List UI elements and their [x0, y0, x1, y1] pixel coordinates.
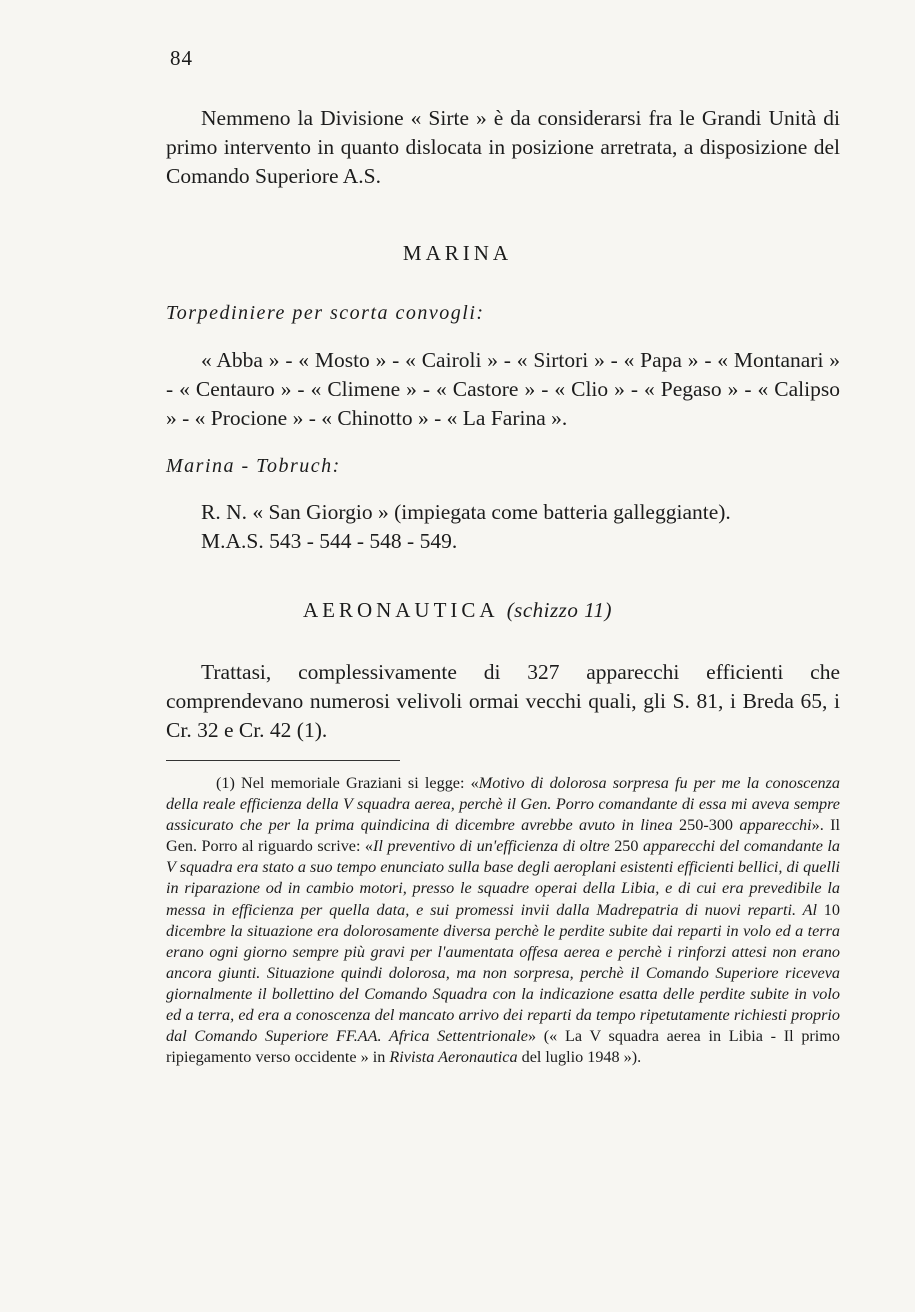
footnote-text: » (« La V squadra aerea in Libia - Il primo ripiegamento verso occidente » in: [166, 1027, 840, 1067]
footnote-source-title: Rivista Aeronautica: [389, 1048, 518, 1067]
footnote-quote: apparecchi: [739, 816, 812, 835]
torpediniere-label: Torpediniere per scorta convogli:: [166, 302, 485, 324]
tobruch-line-1: R. N. « San Giorgio » (impiegata come batteria galleggiante).: [201, 500, 731, 524]
footnote-text: 250: [609, 837, 643, 856]
marina-heading: MARINA: [402, 241, 513, 265]
footnote-text: del luglio 1948 »).: [517, 1048, 642, 1067]
aeronautica-paragraph: Trattasi, complessivamente di 327 apparecchi efficienti che comprendevano numerosi velivoli ormai vecchi quali, gli S. 81, i Breda 65, i Cr. 32 e Cr. 42 (1).: [166, 660, 840, 742]
footnote-text: 10: [816, 900, 840, 919]
footnote-text: ». Il Gen. Porro al riguardo scrive: «: [166, 816, 841, 856]
footnote-divider: [166, 760, 400, 761]
footnote-quote: Il preventivo di un'efficienza di oltre: [373, 837, 610, 856]
aeronautica-heading: [0, 598, 915, 623]
footnote-quote: dicembre la situazione era dolorosamente diversa perchè le perdite subite dai reparti in volo ed a terra erano ogni giorno sempre più gravi per l'aumentata offesa aerea e perchè i rinforzi attesi non erano ancora giunti. Situazione quindi dolorosa, ma non sorpresa, perchè il Comando Superiore riceveva giornalmente il bollettino del Comando Squadra con la indicazione esatta delle perdite subite in volo ed a terra, ed era a conoscenza del mancato arrivo dei reparti da tempo ripetutamente richiesti proprio dal Comando Superiore FF.AA. Africa Settentrionale: [166, 921, 840, 1046]
tobruch-line-2: M.A.S. 543 - 544 - 548 - 549.: [201, 529, 458, 553]
footnote-quote: apparecchi del comandante la V squadra era stato a suo tempo enunciato sulla base degli aeroplani esistenti efficienti bellici, di quelli in riparazione od in cambio motori, presso le squadre operai della Libia, e di cui era prevedibile la messa in efficienza per quella data, e sui promessi invii dalla Madrepatria di nuovi reparti. Al: [166, 837, 841, 919]
intro-paragraph: Nemmeno la Divisione « Sirte » è da considerarsi fra le Grandi Unità di primo intervento in quanto dislocata in posizione arretrata, a disposizione del Comando Superiore A.S.: [166, 106, 840, 188]
aeronautica-sketch-ref: (schizzo 11): [506, 598, 613, 622]
footnote-text: (1) Nel memoriale Graziani si legge: «: [216, 774, 479, 792]
tobruch-label: Marina - Tobruch:: [166, 455, 341, 477]
aeronautica-title: AERONAUTICA: [302, 598, 498, 622]
page-number: 84: [170, 46, 193, 70]
torpediniere-list: « Abba » - « Mosto » - « Cairoli » - « Sirtori » - « Papa » - « Montanari » - « Centauro » - « Climene » - « Castore » - « Clio » - « Pegaso » - « Calipso » - « Procione » - « Chinotto » - « La Farina ».: [166, 348, 840, 430]
footnote-quote: Motivo di dolorosa sorpresa fu per me la conoscenza della reale efficienza della V squadra aerea, perchè il Gen. Porro comandante di essa mi aveva sempre assicurato che per la prima quindicina di dicembre avrebbe avuto in linea: [166, 774, 840, 835]
footnote: [166, 773, 840, 1068]
footnote-text: 250-300: [672, 816, 740, 835]
